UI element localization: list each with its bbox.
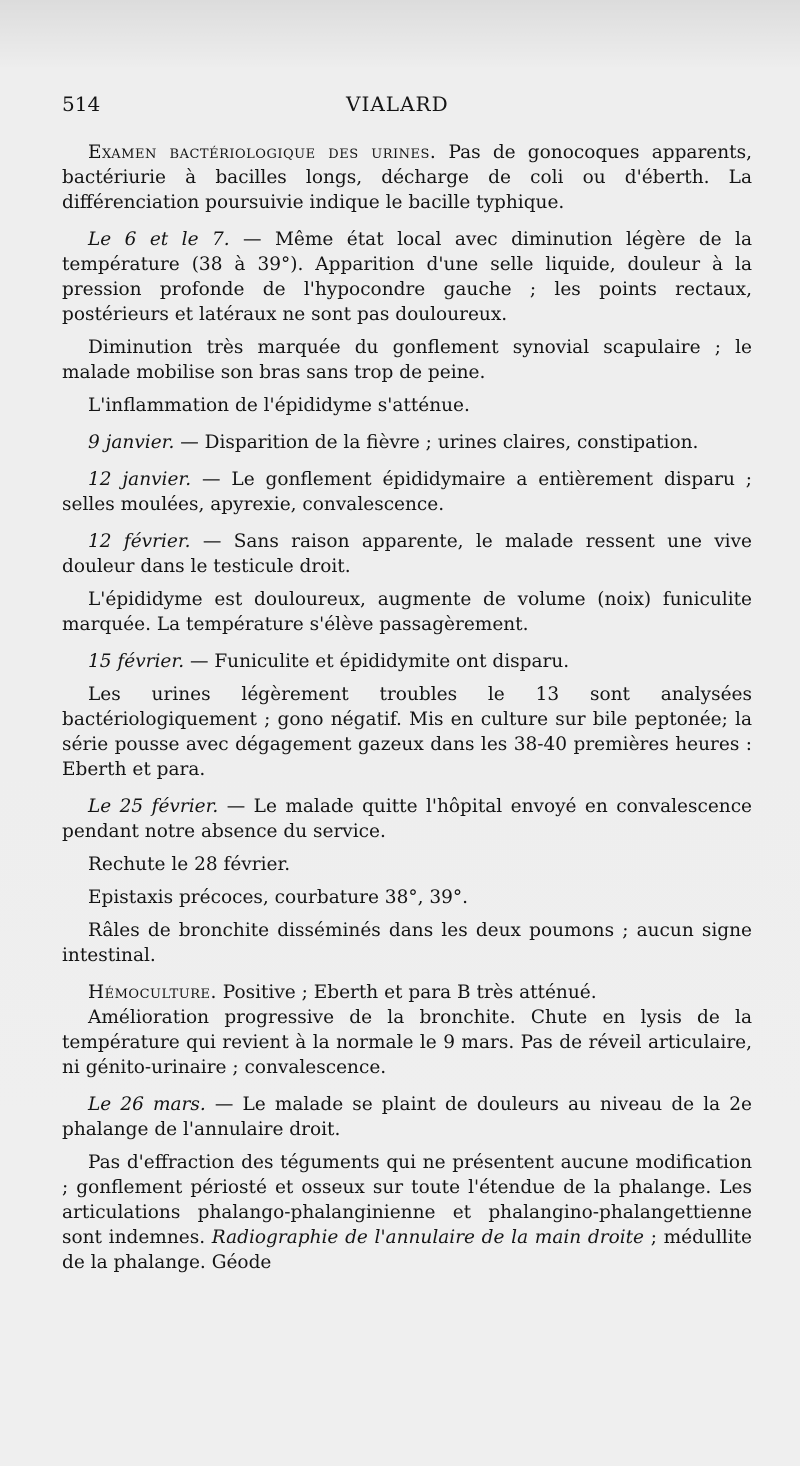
entry-date: Le 25 février. <box>88 796 219 817</box>
entry-date: 15 février. <box>88 651 185 672</box>
paragraph-entry: 12 février. — Sans raison apparente, le malade ressent une vive douleur dans le testicule droit. <box>62 531 752 577</box>
paragraph: Amélioration progressive de la bronchite. Chute en lysis de la température qui revient à la normale le 9 mars. Pas de réveil articulaire, ni génito-urinaire ; convalescence. <box>62 1007 752 1078</box>
paragraph-urine-exam: Examen bactériologique des urines. Pas de gonocoques apparents, bactériurie à bacilles longs, décharge de coli ou d'éberth. La différenciation poursuivie indique le bacille typhique. <box>62 142 752 213</box>
paragraph: L'inflammation de l'épididyme s'atténue. <box>88 395 470 416</box>
body-text <box>62 140 752 1275</box>
page-header <box>62 92 752 122</box>
italic-phrase: Radiographie de l'annulaire de la main droite <box>211 1227 645 1248</box>
page-number: 514 <box>62 92 101 116</box>
paragraph: Diminution très marquée du gonflement synovial scapulaire ; le malade mobilise son bras sans trop de peine. <box>62 337 752 383</box>
paragraph-entry: Le 25 février. — Le malade quitte l'hôpital envoyé en convalescence pendant notre absence du service. <box>62 796 752 842</box>
paragraph-entry: Le 26 mars. — Le malade se plaint de douleurs au niveau de la 2e phalange de l'annulaire droit. <box>62 1094 752 1140</box>
paragraph-hemoculture: Hémoculture. Positive ; Eberth et para B très atténué. <box>88 982 597 1003</box>
entry-date: 12 février. <box>88 531 191 552</box>
paragraph: Râles de bronchite disséminés dans les deux poumons ; aucun signe intestinal. <box>62 920 752 966</box>
entry-date: Le 6 et le 7. <box>88 229 230 250</box>
paragraph-entry: 9 janvier. — Disparition de la fièvre ; urines claires, constipation. <box>88 432 699 453</box>
paragraph: L'épididyme est douloureux, augmente de volume (noix) funiculite marquée. La température s'élève passagèrement. <box>62 589 752 635</box>
paragraph-entry: 15 février. — Funiculite et épididymite ont disparu. <box>88 651 570 672</box>
paragraph: Rechute le 28 février. <box>88 854 291 875</box>
paragraph-entry: 12 janvier. — Le gonflement épididymaire a entièrement disparu ; selles moulées, apyrexie, convalescence. <box>62 469 752 515</box>
section-heading: Hémoculture. <box>88 982 217 1003</box>
paragraph: Les urines légèrement troubles le 13 sont analysées bactériologiquement ; gono négatif. Mis en culture sur bile peptonée; la série pousse avec dégagement gazeux dans les 38-40 premières heures : Eberth et para. <box>62 684 752 780</box>
paragraph: Pas d'effraction des téguments qui ne présentent aucune modification ; gonflement périosté et osseux sur toute l'étendue de la phalange. Les articulations phalango-phalanginienne et phalangino-phalangettienne sont indemnes. Radiographie de l'annulaire de la main droite ; médullite de la phalange. Géode <box>62 1152 753 1273</box>
running-title: VIALARD <box>346 92 449 116</box>
section-heading: Examen bactériologique des urines. <box>88 142 437 163</box>
entry-date: 12 janvier. <box>88 469 192 490</box>
entry-date: 9 janvier. <box>88 432 175 453</box>
entry-date: Le 26 mars. <box>88 1094 206 1115</box>
paragraph-entry: Le 6 et le 7. — Même état local avec diminution légère de la température (38 à 39°). Apparition d'une selle liquide, douleur à la pression profonde de l'hypocondre gauche ; les points rectaux, postérieurs et latéraux ne sont pas douloureux. <box>62 229 752 325</box>
paragraph: Epistaxis précoces, courbature 38°, 39°. <box>88 887 469 908</box>
